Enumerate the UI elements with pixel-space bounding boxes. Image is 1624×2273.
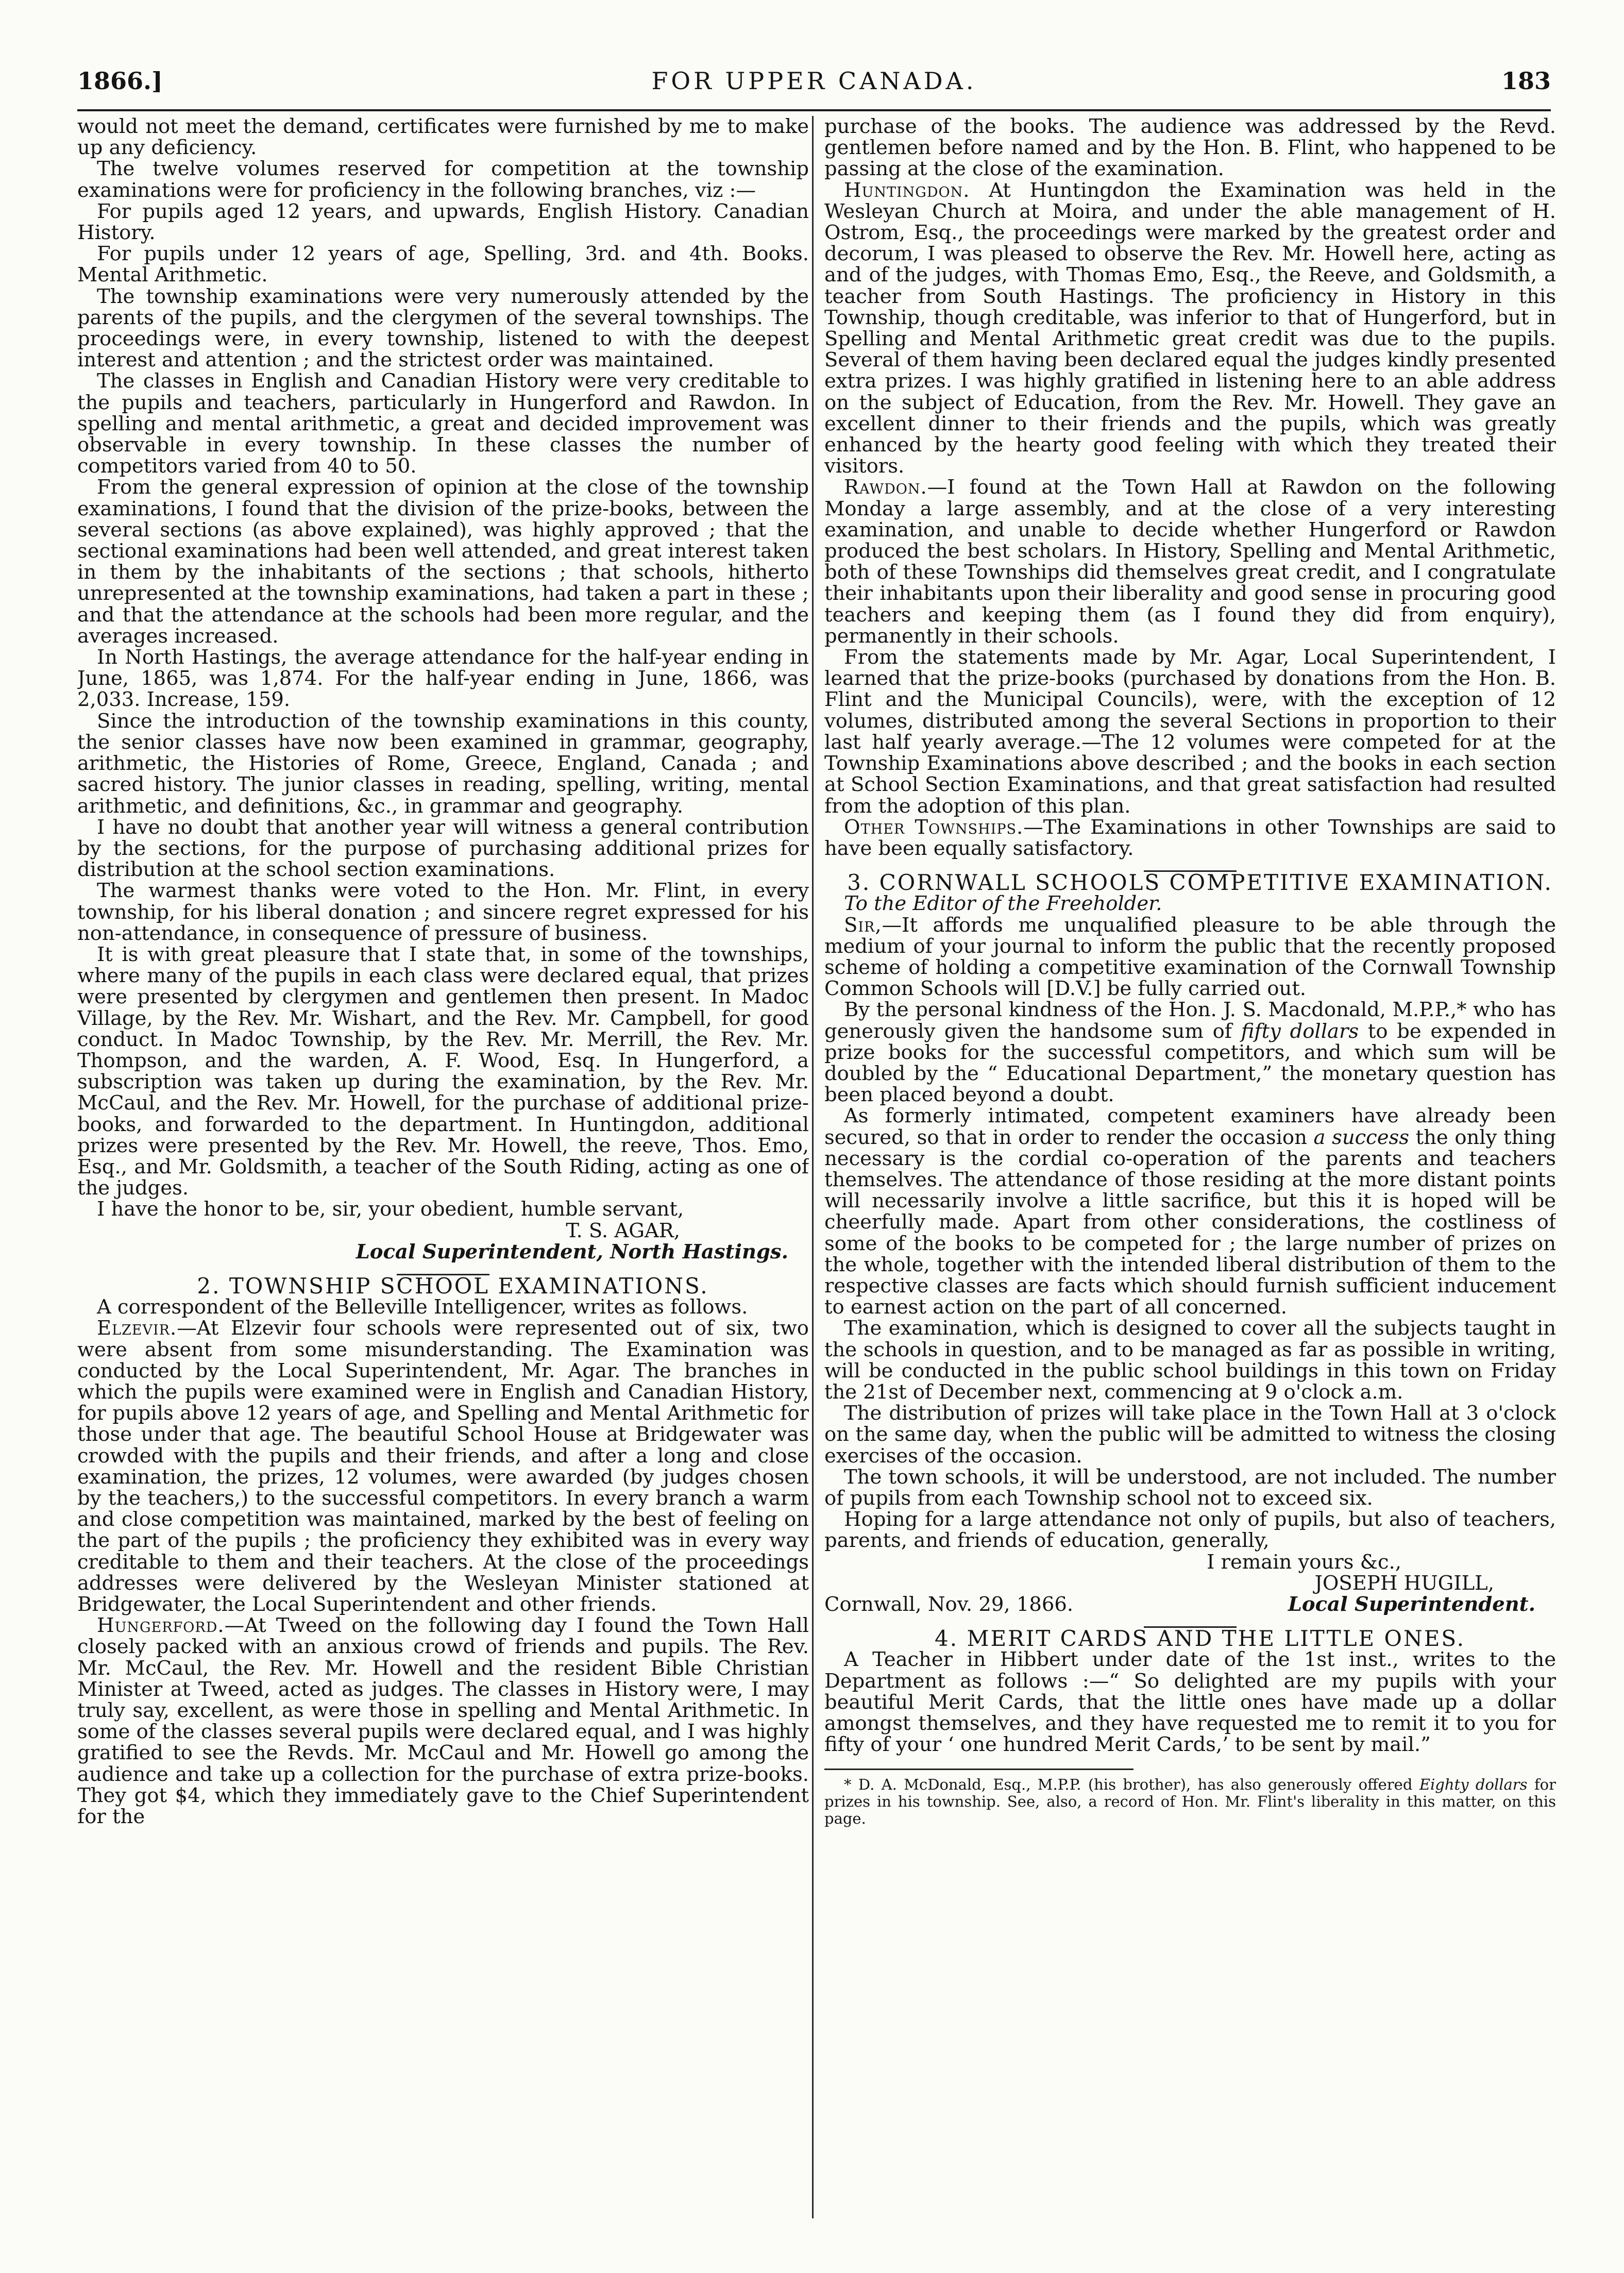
paragraph: From the statements made by Mr. Agar, Local Superintendent, I learned that the prize-books (purchased by donations from the Hon. B. Flint and the Municipal Councils), were, with the exception of 12 volumes, distributed among the several Sections in proportion to their last half yearly average.—The 12 volumes were competed for at the Township Examinations above described ; and the books in each section at School Section Examinations, and that great satisfaction had resulted from the adoption of this plan. bbox=[824, 646, 1556, 818]
place-label: Elzevir. bbox=[97, 1317, 177, 1340]
header-year: 1866.] bbox=[77, 67, 163, 95]
running-head bbox=[77, 67, 1551, 103]
paragraph bbox=[824, 1105, 1556, 1318]
paragraph-text: At Huntingdon the Examination was held in the Wesleyan Church at Moira, and under the able management of H. Ostrom, Esq., the proceedings were marked by the greatest order and decorum, I was pleased to observe the Rev. Mr. Howell here, acting as and of the judges, with Thomas Emo, Esq., the Reeve, and Goldsmith, a teacher from South Hastings. The proficiency in History in this Township, though creditable, was inferior to that of Hungerford, but in Spelling and Mental Arithmetic great credit was due to the pupils. Several of them having been declared equal the judges kindly presented extra prizes. I was highly gratified in listening here to an able address on the subject of Education, from the Rev. Mr. Howell. They gave an excellent dinner to their friends and the pupils, which was greatly enhanced by the hearty good feeling with which they treated their visitors. bbox=[824, 178, 1556, 478]
paragraph: The examination, which is designed to cover all the subjects taught in the schools in question, and to be managed as far as possible in writing, will be conducted in the public school buildings in this town on Friday the 21st of December next, commencing at 9 o'clock a.m. bbox=[824, 1317, 1556, 1404]
paragraph: A correspondent of the Belleville Intelligencer, writes as follows. bbox=[97, 1295, 748, 1319]
paragraph: A Teacher in Hibbert under date of the 1st inst., writes to the Department as follows :—“ So delighted are my pupils with your beautiful Merit Cards, that the little ones have made up a dollar amongst themselves, and they have requested me to remit it to you for fifty of your ‘ one hundred Merit Cards,’ to be sent by mail.” bbox=[824, 1648, 1556, 1757]
paragraph: For pupils under 12 years of age, Spelling, 3rd. and 4th. Books. Mental Arithmetic. bbox=[77, 242, 809, 287]
emphasis: a success bbox=[1313, 1125, 1410, 1149]
paragraph: purchase of the books. The audience was addressed by the Revd. gentlemen before named and by the Hon. B. Flint, who happened to be passing at the close of the examination. bbox=[824, 116, 1556, 181]
footnote bbox=[824, 1776, 1556, 1827]
page-number: 183 bbox=[1501, 67, 1551, 95]
paragraph-text: By the personal kindness of the Hon. J. S. Macdonald, M.P.P.,* who has generously given the handsome sum of bbox=[824, 998, 1556, 1043]
paragraph: would not meet the demand, certificates were furnished by me to make up any deficiency. bbox=[77, 116, 809, 160]
salutation: Sir, bbox=[844, 913, 882, 937]
dateline bbox=[824, 1594, 1556, 1615]
paragraph-text: the only thing necessary is the cordial co-operation of the parents and teachers themselves. The attendance of those residing at the more distant points will necessarily involve a little sacrifice, but this it is hoped will be cheerfully made. Apart from other considerations, the costliness of some of the books to be competed for ; the large number of prizes on the whole, together with the intended liberal distribution of them to the respective classes are facts which should furnish sufficient inducement to earnest action on the part of all concerned. bbox=[824, 1125, 1556, 1319]
paragraph bbox=[77, 1615, 809, 1827]
paragraph-text: As formerly intimated, competent examiners have already been secured, so that in order to render the occasion bbox=[824, 1104, 1556, 1149]
paragraph: In North Hastings, the average attendance for the half-year ending in June, 1865, was 1,874. For the half-year ending in June, 1866, was 2,033. Increase, 159. bbox=[77, 646, 809, 712]
emphasis: fifty dollars bbox=[1241, 1019, 1359, 1043]
right-column bbox=[824, 116, 1556, 2229]
paragraph bbox=[824, 180, 1556, 477]
footnote-text: * D. A. McDonald, Esq., M.P.P. (his brother), has also generously offered bbox=[844, 1776, 1419, 1794]
paragraph-text: —At Elzevir four schools were represented out of six, two were absent from some misunderstanding. The Examination was conducted by the Local Superintendent, Mr. Agar. The branches in which the pupils were examined were in English and Canadian History, for pupils above 12 years of age, and Spelling and Mental Arithmetic for those under that age. The beautiful School House at Bridgewater was crowded with the pupils and their friends, and after a long and close examination, the prizes, 12 volumes, were awarded (by judges chosen by the teachers,) to the successful competitors. In every branch a warm and close competition was maintained, marked by the best of feeling on the part of the pupils ; the proficiency they exhibited was in every way creditable to them and their teachers. At the close of the proceedings addresses were delivered by the Wesleyan Minister stationed at Bridgewater, the Local Superintendent and other friends. bbox=[77, 1317, 809, 1617]
section-heading: 2. TOWNSHIP SCHOOL EXAMINATIONS. bbox=[197, 1273, 709, 1299]
signature-title: Local Superintendent, North Hastings. bbox=[356, 1240, 788, 1264]
paragraph: The warmest thanks were voted to the Hon. Mr. Flint, in every township, for his liberal donation ; and sincere regret expressed for his non-attendance, in consequence of pressure of business. bbox=[77, 879, 809, 945]
footnote-text: for prizes in his township. See, also, a record of Hon. Mr. Flint's liberality in this matter, on this page. bbox=[824, 1776, 1556, 1828]
paragraph: It is with great pleasure that I state that, in some of the townships, where many of the pupils in each class were declared equal, that prizes were presented by clergymen and gentlemen then present. In Madoc Village, by the Rev. Mr. Wishart, and the Rev. Mr. Campbell, for good conduct. In Madoc Township, by the Rev. Mr. Merrill, the Rev. Mr. Thompson, and the warden, A. F. Wood, Esq. In Hungerford, a subscription was taken up during the examination, by the Rev. Mr. McCaul, and the Rev. Mr. Howell, for the purchase of additional prize-books, and forwarded to the department. In Huntingdon, additional prizes were presented by the Rev. Mr. Howell, the reeve, Thos. Emo, Esq., and Mr. Goldsmith, a teacher of the South Riding, acting as one of the judges. bbox=[77, 942, 809, 1200]
section-heading: 4. MERIT CARDS AND THE LITTLE ONES. bbox=[935, 1626, 1465, 1652]
salutation-line: To the Editor of the Freeholder. bbox=[844, 892, 1162, 916]
emphasis: Eighty dollars bbox=[1419, 1776, 1528, 1794]
signature-name: T. S. AGAR, bbox=[566, 1219, 680, 1242]
paragraph: The twelve volumes reserved for competition at the township examinations were for proficiency in the following branches, viz :— bbox=[77, 157, 809, 202]
paragraph-text: —It affords me unqualified pleasure to be able through the medium of your journal to inform the public that the recently proposed scheme of holding a competitive examination of the Cornwall Township Common Schools will [D.V.] be fully carried out. bbox=[824, 913, 1556, 1001]
place-label: Huntingdon. bbox=[844, 178, 970, 202]
paragraph bbox=[824, 999, 1556, 1105]
paragraph: The classes in English and Canadian History were very creditable to the pupils and teachers, particularly in Hungerford and Rawdon. In spelling and mental arithmetic, a great and decided improvement was observable in every township. In these classes the number of competitors varied from 40 to 50. bbox=[77, 369, 809, 478]
paragraph: For pupils aged 12 years, and upwards, English History. Canadian History. bbox=[77, 199, 809, 245]
footnote-rule bbox=[824, 1769, 1134, 1770]
place-label: Other Townships. bbox=[844, 815, 1024, 839]
paragraph bbox=[824, 817, 1556, 859]
place-label: Rawdon. bbox=[844, 476, 927, 499]
signature-title: Local Superintendent. bbox=[1288, 1593, 1535, 1617]
paragraph-text: —At Tweed on the following day I found the Town Hall closely packed with an anxious crowd of friends and pupils. The Rev. Mr. McCaul, the Rev. Mr. Howell and the resident Bible Christian Minister at Tweed, acted as judges. The classes in History were, I may truly say, excellent, as were those in spelling and Mental Arithmetic. In some of the classes several pupils were declared equal, and I was highly gratified to see the Revds. Mr. McCaul and Mr. Howell go among the audience and take up a collection for the purchase of extra prize-books. They got $4, which they immediately gave to the Chief Superintendent for the bbox=[77, 1614, 809, 1829]
paragraph: From the general expression of opinion at the close of the township examinations, I found that the division of the prize-books, between the several sections (as above explained), was highly approved ; that the sectional examinations had been well attended, and great interest taken in them by the inhabitants of the sections ; that schools, hitherto unrepresented at the township examinations, had taken a part in these ; and that the attendance at the schools had been more regular, and the averages increased. bbox=[77, 476, 809, 648]
paragraph: Hoping for a large attendance not only of pupils, but also of teachers, parents, and friends of education, generally, bbox=[824, 1508, 1556, 1553]
header-rule bbox=[77, 109, 1551, 111]
column-divider bbox=[812, 116, 814, 2218]
closing-line: I remain yours &c., bbox=[1207, 1550, 1401, 1574]
paragraph: The distribution of prizes will take place in the Town Hall at 3 o'clock on the same day, when the public will be admitted to witness the closing exercises of the occasion. bbox=[824, 1402, 1556, 1468]
paragraph bbox=[824, 477, 1556, 647]
paragraph: The town schools, it will be understood, are not included. The number of pupils from each Township school not to exceed six. bbox=[824, 1465, 1556, 1510]
paragraph bbox=[77, 1318, 809, 1615]
left-column bbox=[77, 116, 809, 2218]
paragraph-text: —I found at the Town Hall at Rawdon on the following Monday a large assembly, and at the close of a very interesting examination, and unable to decide whether Hungerford or Rawdon produced the best scholars. In History, Spelling and Mental Arithmetic, both of these Townships did themselves great credit, and I congratulate their inhabitants upon their liberality and good sense in procuring good teachers and keeping them (as I found they did from enquiry), permanently in their schools. bbox=[824, 476, 1556, 648]
paragraph-text: —The Examinations in other Townships are said to have been equally satisfactory. bbox=[824, 815, 1556, 860]
paragraph: Since the introduction of the township examinations in this county, the senior classes have now been examined in grammar, geography, arithmetic, the Histories of Rome, Greece, England, Canada ; and sacred history. The junior classes in reading, spelling, writing, mental arithmetic, and definitions, &c., in grammar and geography. bbox=[77, 709, 809, 818]
paragraph bbox=[824, 915, 1556, 1000]
paragraph-text: to be expended in prize books for the successful competitors, and which sum will be doubled by the “ Educational Department,” the monetary question has been placed beyond a doubt. bbox=[824, 1019, 1556, 1107]
paragraph: I have no doubt that another year will witness a general contribution by the sections, for the purpose of purchasing additional prizes for distribution at the school section examinations. bbox=[77, 815, 809, 882]
header-title: FOR UPPER CANADA. bbox=[651, 67, 977, 95]
place-label: Hungerford. bbox=[97, 1614, 225, 1638]
signature-name: JOSEPH HUGILL, bbox=[1314, 1571, 1494, 1595]
paragraph: I have the honor to be, sir, your obedient, humble servant, bbox=[97, 1198, 684, 1221]
section-heading: 3. CORNWALL SCHOOLS COMPETITIVE EXAMINATION. bbox=[847, 870, 1553, 896]
date-place: Cornwall, Nov. 29, 1866. bbox=[824, 1593, 1074, 1617]
paragraph: The township examinations were very numerously attended by the parents of the pupils, and the clergymen of the several townships. The proceedings were, in every township, listened to with the deepest interest and attention ; and the strictest order was maintained. bbox=[77, 284, 809, 372]
